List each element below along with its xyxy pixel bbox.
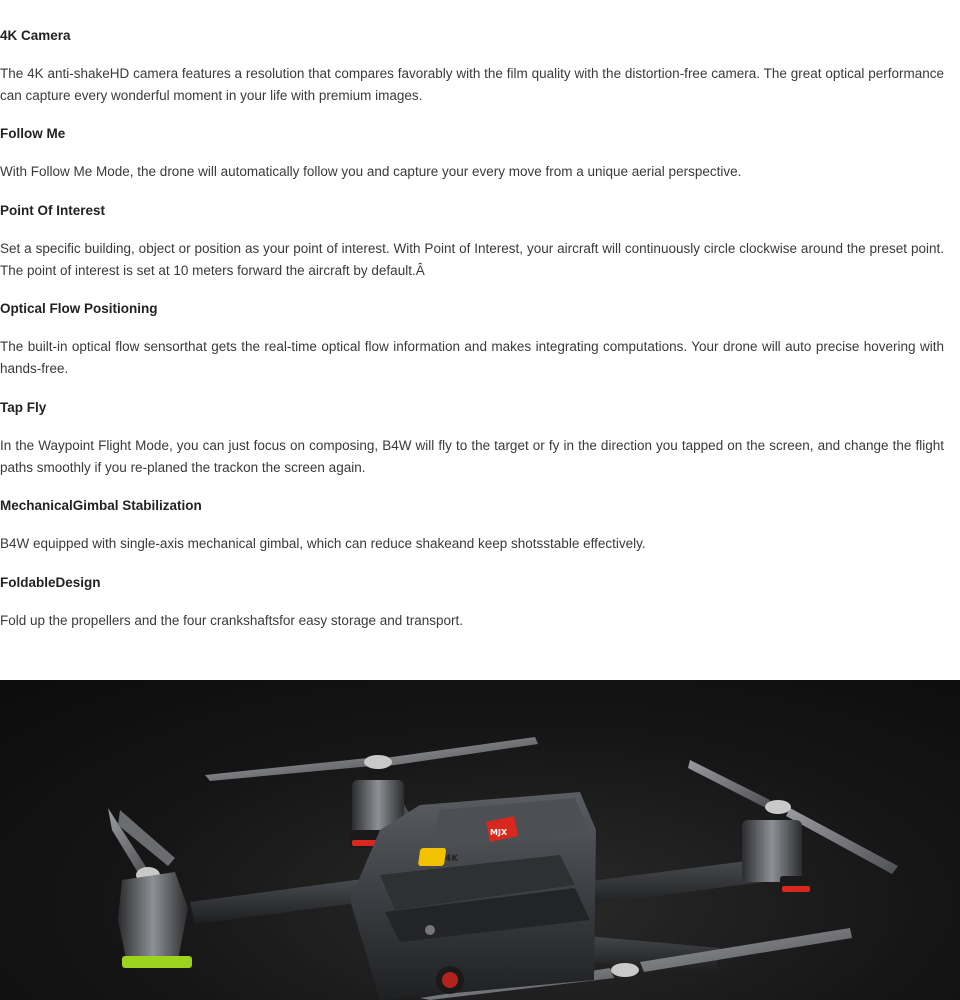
propeller-left (108, 808, 175, 883)
section-text-gimbal: B4W equipped with single-axis mechanical gimbal, which can reduce shakeand keep shotsstable effectively. (0, 536, 646, 551)
brand-badge-text: MJX (490, 828, 508, 837)
4k-badge (418, 848, 447, 866)
section-heading-foldable-design: FoldableDesign (0, 575, 101, 590)
section-text-point-of-interest: Set a specific building, object or position as your point of interest. With Point of Interest, your aircraft will continuously circle clockwise around the preset point. The point of interest is set at 10 meters forward the aircraft by default.Â (0, 241, 944, 278)
section-text-tap-fly: In the Waypoint Flight Mode, you can just focus on composing, B4W will fly to the target or fy in the direction you tapped on the screen, and change the flight paths smoothly if you re-planed the trackon the screen again. (0, 438, 944, 475)
section-heading-optical-flow: Optical Flow Positioning (0, 301, 158, 316)
section-text-follow-me: With Follow Me Mode, the drone will automatically follow you and capture your every move from a unique aerial perspective. (0, 164, 742, 179)
motor-left (118, 872, 192, 968)
drone-photo (0, 680, 960, 1000)
section-text-4k-camera: The 4K anti-shakeHD camera features a resolution that compares favorably with the film quality with the distortion-free camera. The great optical performance can capture every wonderful moment in your life with premium images. (0, 66, 944, 103)
propeller-top-left (205, 737, 538, 781)
section-text-foldable-design: Fold up the propellers and the four crankshaftsfor easy storage and transport. (0, 613, 464, 628)
section-heading-gimbal: MechanicalGimbal Stabilization (0, 498, 202, 513)
section-heading-point-of-interest: Point Of Interest (0, 203, 106, 218)
section-heading-tap-fly: Tap Fly (0, 400, 47, 415)
motor-top-right (742, 820, 810, 892)
section-heading-follow-me: Follow Me (0, 126, 66, 141)
section-heading-4k-camera: 4K Camera (0, 28, 71, 43)
4k-badge-text: 4K (445, 854, 459, 864)
drone-illustration (0, 680, 960, 1000)
section-text-optical-flow: The built-in optical flow sensorthat gets the real-time optical flow information and makes integrating computations. Your drone will auto precise hovering with hands-free. (0, 339, 944, 376)
